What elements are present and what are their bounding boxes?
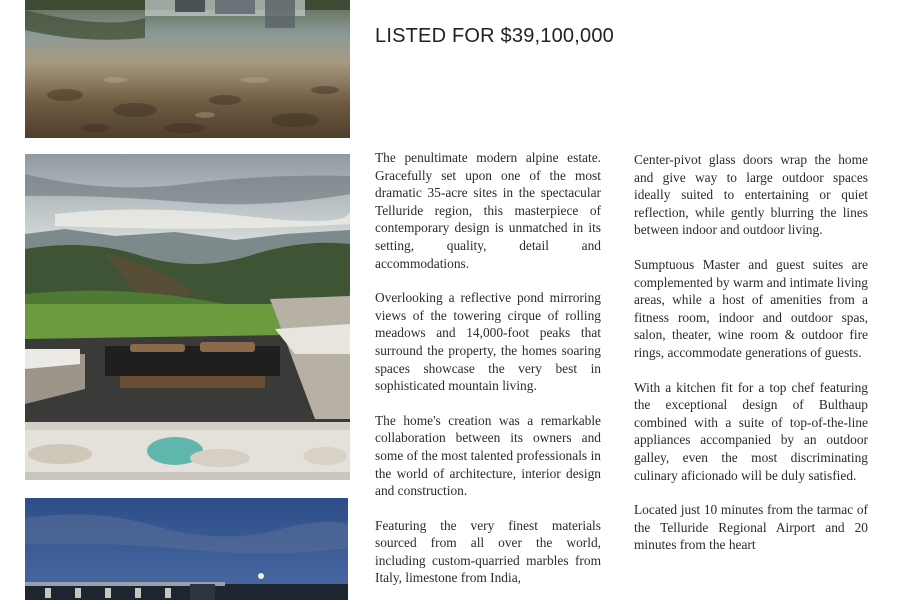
paragraph-suites-amenities: Sumptuous Master and guest suites are complemented by warm and intimate living areas, while a host of amenities from a fitness room, indoor and outdoor spas, salon, theater, wine room & outdoor fire rings, accommodate generations of guests.	[634, 256, 868, 360]
paragraph-collaboration: The home's creation was a remarkable collaboration between its owners and some of the most talented professionals in the world of architecture, interior design and construction.	[375, 412, 601, 499]
paragraph-glass-doors: Center-pivot glass doors wrap the home and give way to large outdoor spaces ideally suited to entertaining or quiet reflection, while gently blurring the lines between indoor and outdoor living.	[634, 152, 868, 238]
listing-price-heading: LISTED FOR $39,100,000	[375, 25, 614, 47]
outdoor-lounge-firepit-photo	[25, 154, 350, 480]
paragraph-kitchen: With a kitchen fit for a top chef featuring the exceptional design of Bulthaup combined with a suite of top-of-the-line appliances accompanied by an outdoor galley, even the most discriminating culinary aficionado will be duly satisfied.	[634, 379, 868, 483]
paragraph-materials: Featuring the very finest materials sourced from all over the world, including custom-quarried marbles from Italy, limestone from India,	[375, 517, 601, 586]
body-column-left	[375, 149, 601, 604]
paragraph-intro: The penultimate modern alpine estate. Gracefully set upon one of the most dramatic 35-acre sites in the spectacular Telluride region, this masterpiece of contemporary design is unmatched in its setting, quality, detail and accommodations.	[375, 150, 601, 271]
night-exterior-photo	[25, 498, 348, 600]
paragraph-pond-views: Overlooking a reflective pond mirroring views of the towering cirque of rolling meadows and 14,000-foot peaks that surround the property, the homes soaring spaces showcase the very best in sophisticated mountain living.	[375, 290, 601, 394]
paragraph-location: Located just 10 minutes from the tarmac of the Telluride Regional Airport and 20 minutes from the heart	[634, 502, 868, 553]
body-column-right	[634, 151, 868, 571]
pond-reflection-photo	[25, 0, 350, 138]
